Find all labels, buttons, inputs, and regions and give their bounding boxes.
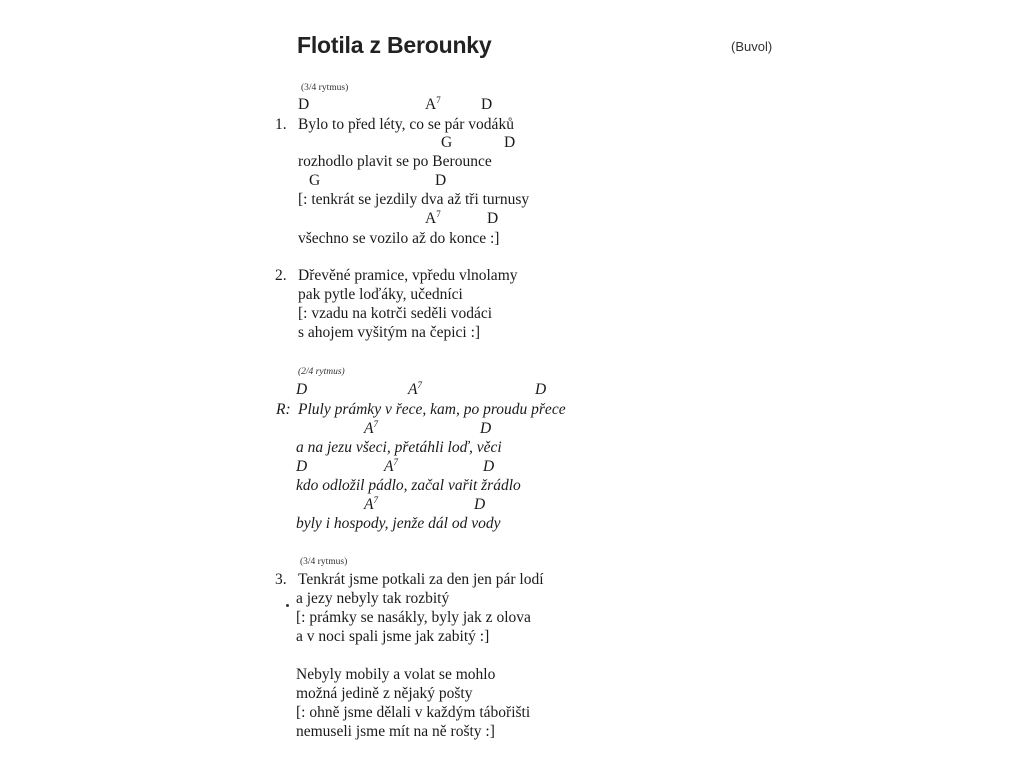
lyric-line: kdo odložil pádlo, začal vařit žrádlo [296,477,521,494]
lyric-line: a jezy nebyly tak rozbitý [296,590,450,607]
lyric-line: Tenkrát jsme potkali za den jen pár lodí [298,571,544,588]
chord: $A^7$ [364,495,378,513]
lyric-line: Dřevěné pramice, vpředu vlnolamy [298,267,518,284]
chord: D [296,381,308,398]
lyric-line: možná jedině z nějaký pošty [296,685,473,702]
chord: D [481,96,493,113]
refrain-label: R: [276,401,291,418]
lyric-line: s ahojem vyšitým na čepici :] [298,324,481,341]
chord: $A^7$ [425,95,441,113]
chord: G [441,134,453,151]
lyric-line: byly i hospody, jenže dál od vody [296,515,501,532]
chord: $A^7$ [408,380,422,398]
chord: D [298,96,310,113]
chord: D [474,496,486,513]
tempo-note: (3/4 rytmus) [300,557,348,567]
verse-number: 2. [275,267,287,284]
verse-number: 1. [275,116,287,133]
song-author: (Buvol) [731,39,773,54]
chord: G [309,172,321,189]
chord: D [296,458,308,475]
chord: D [480,420,492,437]
lyric-line: a na jezu všeci, přetáhli loď, věci [296,439,502,456]
lyric-line: Nebyly mobily a volat se mohlo [296,666,496,683]
chord: $A^7$ [384,457,398,475]
chord: $A^7$ [425,209,441,227]
chord: D [435,172,447,189]
lyric-line: a v noci spali jsme jak zabitý :] [296,628,490,645]
lyric-line: [: ohně jsme dělali v každým tábořišti [296,704,531,721]
chord: D [535,381,547,398]
lyric-line: [: tenkrát se jezdily dva až tři turnusy [298,191,530,208]
scan-speck [286,604,289,607]
song-title: Flotila z Berounky [297,32,492,58]
lyric-line: všechno se vozilo až do konce :] [298,230,500,247]
verse-number: 3. [275,571,287,588]
chord: $A^7$ [364,419,378,437]
lyric-line: [: prámky se nasákly, byly jak z olova [296,609,531,626]
chord: D [487,210,499,227]
chord: D [483,458,495,475]
lyric-line: Bylo to před léty, co se pár vodáků [298,116,514,133]
tempo-note: (3/4 rytmus) [301,83,349,93]
lyric-line: [: vzadu na kotrči seděli vodáci [298,305,493,322]
lyric-line: pak pytle loďáky, učedníci [298,286,463,303]
chord: D [504,134,516,151]
tempo-note: (2/4 rytmus) [298,367,345,377]
lyric-line: Pluly prámky v řece, kam, po proudu přece [298,401,566,418]
lyric-line: rozhodlo plavit se po Berounce [298,153,492,170]
lyric-line: nemuseli jsme mít na ně rošty :] [296,723,495,740]
